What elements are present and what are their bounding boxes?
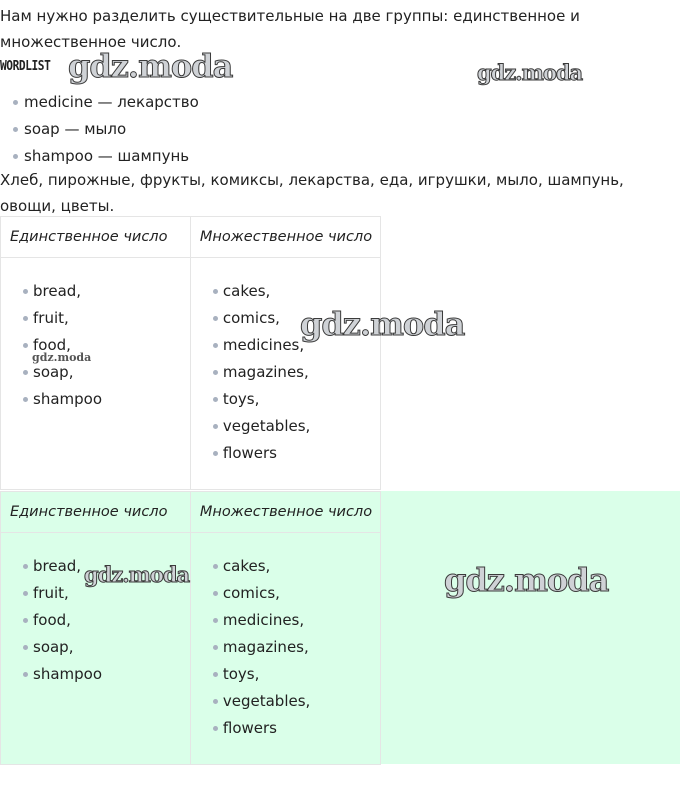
list-item: toys, [191, 661, 380, 688]
list-item: food, [1, 607, 190, 634]
list-item: soap, [1, 359, 190, 386]
plural-list [191, 533, 380, 742]
bullet-icon [213, 591, 218, 596]
watermark-logo: gdz.moda [32, 351, 92, 364]
list-item: flowers [191, 715, 380, 742]
singular-header: Единственное число [1, 217, 191, 258]
list-item: cakes, [191, 553, 380, 580]
answer-table [0, 216, 381, 490]
bullet-icon [23, 672, 28, 677]
plural-header: Множественное число [190, 492, 380, 533]
bullet-icon [213, 370, 218, 375]
bullet-icon [213, 726, 218, 731]
wordlist-item: medicine — лекарство [0, 89, 199, 116]
bullet-icon [23, 316, 28, 321]
list-item: magazines, [191, 359, 380, 386]
watermark-logo: gdz.moda [444, 561, 609, 599]
list-item: vegetables, [191, 688, 380, 715]
bullet-icon [213, 699, 218, 704]
bullet-icon [23, 645, 28, 650]
bullet-icon [213, 451, 218, 456]
list-item: magazines, [191, 634, 380, 661]
plural-header: Множественное число [190, 217, 380, 258]
singular-cell [1, 533, 191, 765]
list-item: toys, [191, 386, 380, 413]
wordlist-title: WORDLIST [0, 59, 51, 74]
bullet-icon [213, 424, 218, 429]
bullet-icon [13, 100, 18, 105]
bullet-icon [213, 316, 218, 321]
wordlist [0, 89, 199, 170]
answer-table-highlighted [0, 491, 381, 765]
singular-list [1, 533, 190, 688]
bullet-icon [213, 343, 218, 348]
intro-text: Нам нужно разделить существительные на две группы: единственное и множественное число. [0, 7, 580, 51]
bullet-icon [23, 397, 28, 402]
list-item: medicines, [191, 607, 380, 634]
list-item: comics, [191, 305, 380, 332]
singular-list [1, 258, 190, 413]
bullet-icon [13, 127, 18, 132]
list-item: vegetables, [191, 413, 380, 440]
wordlist-item: shampoo — шампунь [0, 143, 199, 170]
bullet-icon [213, 397, 218, 402]
singular-cell [1, 258, 191, 490]
bullet-icon [213, 289, 218, 294]
bullet-icon [213, 564, 218, 569]
list-item: bread, [1, 278, 190, 305]
watermark-logo: gdz.moda [477, 60, 583, 85]
bullet-icon [23, 618, 28, 623]
bullet-icon [23, 289, 28, 294]
watermark-logo: gdz.moda [68, 47, 233, 85]
list-item: flowers [191, 440, 380, 467]
wordlist-item: soap — мыло [0, 116, 199, 143]
plural-list [191, 258, 380, 467]
watermark-logo: gdz.moda [300, 305, 465, 343]
list-item: cakes, [191, 278, 380, 305]
plural-cell [190, 258, 380, 490]
list-item: fruit, [1, 580, 190, 607]
list-item: fruit, [1, 305, 190, 332]
bullet-icon [213, 672, 218, 677]
bullet-icon [23, 564, 28, 569]
task-sentence: Хлеб, пирожные, фрукты, комиксы, лекарства, еда, игрушки, мыло, шампунь, овощи, цветы. [0, 171, 624, 215]
list-item: shampoo [1, 386, 190, 413]
plural-cell [190, 533, 380, 765]
list-item: medicines, [191, 332, 380, 359]
bullet-icon [213, 618, 218, 623]
singular-header: Единственное число [1, 492, 191, 533]
bullet-icon [13, 154, 18, 159]
list-item: food, [1, 332, 190, 359]
bullet-icon [23, 343, 28, 348]
bullet-icon [23, 591, 28, 596]
list-item: bread, [1, 553, 190, 580]
list-item: comics, [191, 580, 380, 607]
bullet-icon [23, 370, 28, 375]
list-item: soap, [1, 634, 190, 661]
list-item: shampoo [1, 661, 190, 688]
watermark-logo: gdz.moda [84, 562, 190, 587]
bullet-icon [213, 645, 218, 650]
